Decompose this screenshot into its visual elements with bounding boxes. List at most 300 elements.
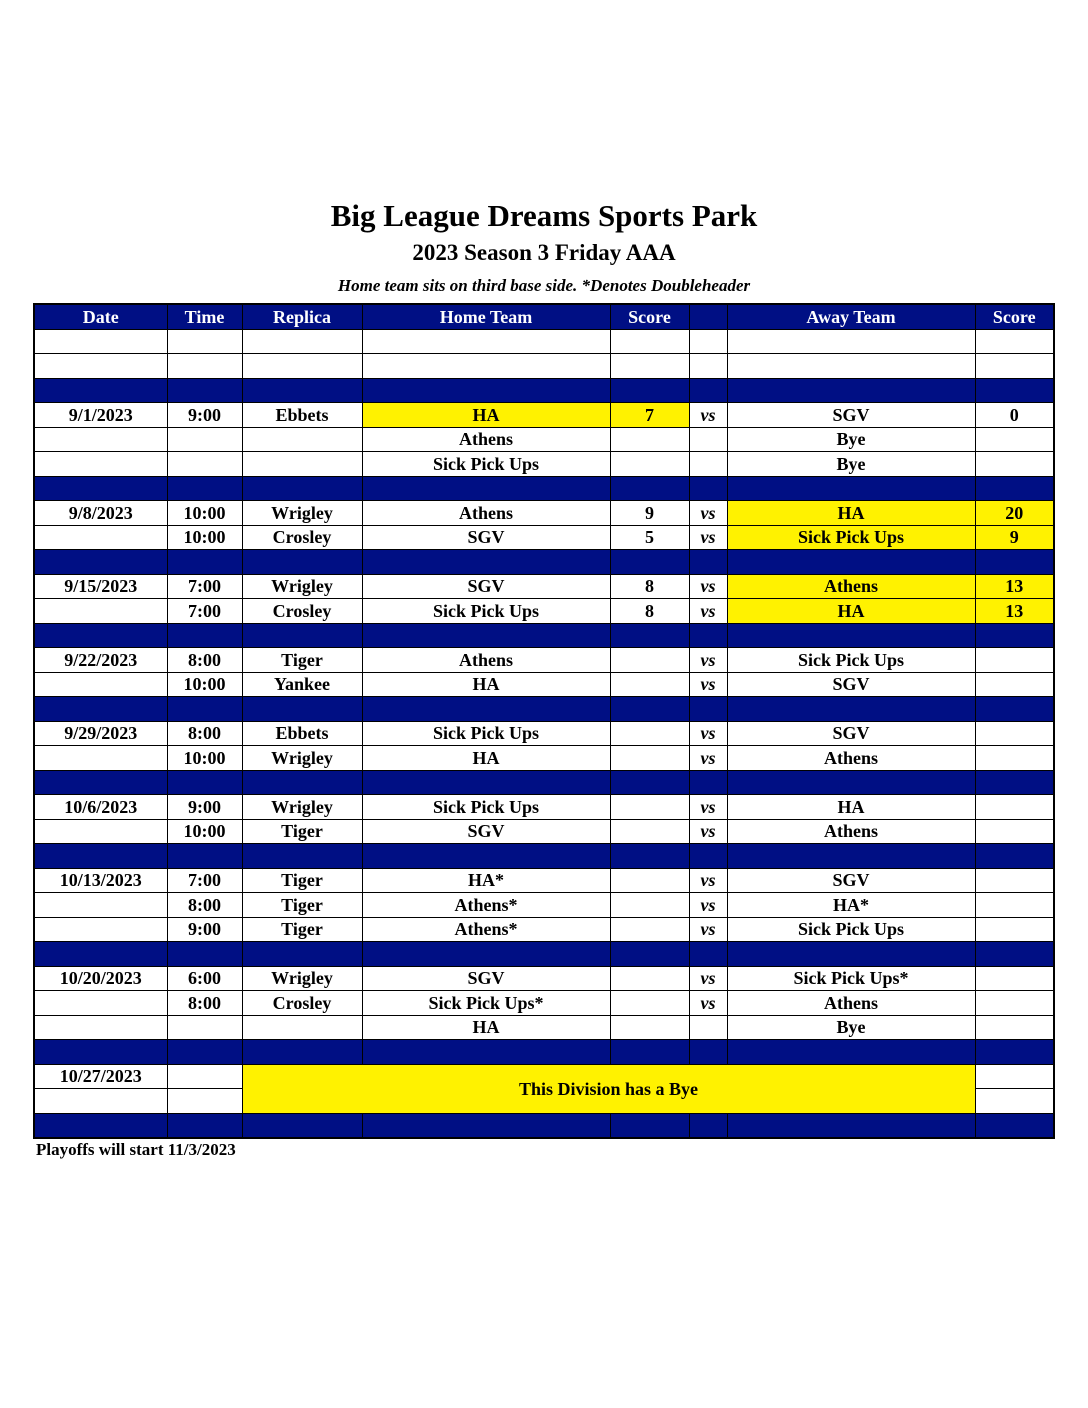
away-score-cell <box>975 991 1054 1016</box>
vs-cell: vs <box>689 574 727 599</box>
vs-cell: vs <box>689 525 727 550</box>
home-team-cell: SGV <box>362 574 610 599</box>
separator-cell <box>362 1040 610 1065</box>
away-team-cell: Bye <box>727 427 975 452</box>
separator-cell <box>727 1040 975 1065</box>
home-score-cell: 7 <box>610 403 689 428</box>
header-away-score: Score <box>975 304 1054 329</box>
separator-cell <box>242 942 362 967</box>
replica-cell: Yankee <box>242 672 362 697</box>
home-team-cell: SGV <box>362 966 610 991</box>
home-score-cell <box>610 868 689 893</box>
separator-row <box>34 378 1054 403</box>
game-row <box>34 966 1054 991</box>
separator-cell <box>167 844 242 869</box>
away-team-cell: Sick Pick Ups* <box>727 966 975 991</box>
separator-cell <box>610 550 689 575</box>
away-score-cell <box>975 966 1054 991</box>
bye-week-row <box>34 1064 1054 1089</box>
home-team-cell: Athens <box>362 427 610 452</box>
home-team-cell: Athens <box>362 501 610 526</box>
empty-cell <box>975 354 1054 379</box>
separator-cell <box>34 1040 167 1065</box>
separator-cell <box>610 1040 689 1065</box>
replica-cell: Tiger <box>242 893 362 918</box>
empty-cell <box>167 354 242 379</box>
vs-cell: vs <box>689 648 727 673</box>
separator-cell <box>167 770 242 795</box>
vs-cell: vs <box>689 991 727 1016</box>
separator-cell <box>689 1113 727 1138</box>
separator-row <box>34 623 1054 648</box>
date-cell: 9/29/2023 <box>34 721 167 746</box>
home-score-cell <box>610 721 689 746</box>
separator-cell <box>975 1040 1054 1065</box>
separator-cell <box>975 1113 1054 1138</box>
header-away-team: Away Team <box>727 304 975 329</box>
replica-cell <box>242 427 362 452</box>
game-row <box>34 648 1054 673</box>
header-home-team: Home Team <box>362 304 610 329</box>
game-row <box>34 1015 1054 1040</box>
away-team-cell: Athens <box>727 819 975 844</box>
separator-cell <box>362 1113 610 1138</box>
separator-row <box>34 697 1054 722</box>
home-team-cell: HA <box>362 672 610 697</box>
empty-cell <box>34 329 167 354</box>
game-row <box>34 599 1054 624</box>
separator-row <box>34 770 1054 795</box>
separator-cell <box>362 378 610 403</box>
game-row <box>34 795 1054 820</box>
separator-cell <box>727 623 975 648</box>
date-cell: 9/15/2023 <box>34 574 167 599</box>
date-cell <box>34 672 167 697</box>
away-score-cell <box>975 917 1054 942</box>
separator-cell <box>727 476 975 501</box>
away-team-cell: Bye <box>727 1015 975 1040</box>
replica-cell <box>242 1015 362 1040</box>
empty-cell <box>167 329 242 354</box>
empty-cell <box>610 329 689 354</box>
time-cell <box>167 427 242 452</box>
separator-cell <box>242 770 362 795</box>
vs-cell: vs <box>689 746 727 771</box>
home-score-cell <box>610 427 689 452</box>
home-score-cell <box>610 648 689 673</box>
away-team-cell: SGV <box>727 403 975 428</box>
game-row <box>34 746 1054 771</box>
empty-cell <box>689 329 727 354</box>
separator-cell <box>242 550 362 575</box>
home-score-cell <box>610 819 689 844</box>
separator-cell <box>34 697 167 722</box>
away-score-cell <box>975 452 1054 477</box>
schedule-table <box>33 303 1055 1139</box>
date-cell <box>34 452 167 477</box>
time-cell: 10:00 <box>167 672 242 697</box>
separator-row <box>34 550 1054 575</box>
separator-cell <box>610 942 689 967</box>
game-row <box>34 574 1054 599</box>
separator-cell <box>975 550 1054 575</box>
game-row <box>34 917 1054 942</box>
away-team-cell: SGV <box>727 721 975 746</box>
home-team-cell: SGV <box>362 525 610 550</box>
replica-cell: Crosley <box>242 599 362 624</box>
date-cell <box>34 917 167 942</box>
home-team-cell: HA <box>362 1015 610 1040</box>
empty-cell <box>34 1089 167 1114</box>
time-cell: 9:00 <box>167 403 242 428</box>
separator-cell <box>727 942 975 967</box>
separator-cell <box>34 844 167 869</box>
away-team-cell: Athens <box>727 574 975 599</box>
date-cell <box>34 991 167 1016</box>
game-row <box>34 819 1054 844</box>
separator-cell <box>975 770 1054 795</box>
separator-cell <box>975 476 1054 501</box>
header-replica: Replica <box>242 304 362 329</box>
separator-cell <box>34 942 167 967</box>
away-score-cell <box>975 868 1054 893</box>
home-team-cell: HA <box>362 746 610 771</box>
separator-cell <box>34 476 167 501</box>
separator-cell <box>242 697 362 722</box>
game-row <box>34 868 1054 893</box>
time-cell: 8:00 <box>167 721 242 746</box>
home-score-cell: 5 <box>610 525 689 550</box>
away-score-cell <box>975 746 1054 771</box>
page-subtitle: 2023 Season 3 Friday AAA <box>412 240 676 265</box>
separator-cell <box>689 844 727 869</box>
replica-cell: Crosley <box>242 991 362 1016</box>
separator-cell <box>242 844 362 869</box>
replica-cell: Tiger <box>242 868 362 893</box>
separator-cell <box>167 623 242 648</box>
game-row <box>34 991 1054 1016</box>
separator-row <box>34 1040 1054 1065</box>
separator-cell <box>689 770 727 795</box>
away-team-cell: Athens <box>727 746 975 771</box>
away-team-cell: HA <box>727 599 975 624</box>
away-team-cell: HA* <box>727 893 975 918</box>
separator-cell <box>727 844 975 869</box>
away-score-cell <box>975 819 1054 844</box>
replica-cell: Wrigley <box>242 746 362 771</box>
empty-cell <box>975 329 1054 354</box>
header-time: Time <box>167 304 242 329</box>
empty-cell <box>362 329 610 354</box>
schedule-body <box>34 304 1054 1138</box>
separator-row <box>34 1113 1054 1138</box>
vs-cell: vs <box>689 599 727 624</box>
separator-cell <box>167 476 242 501</box>
date-cell <box>34 525 167 550</box>
home-score-cell: 9 <box>610 501 689 526</box>
home-score-cell <box>610 795 689 820</box>
vs-cell <box>689 452 727 477</box>
home-team-cell: Athens <box>362 648 610 673</box>
home-score-cell <box>610 452 689 477</box>
replica-cell: Tiger <box>242 819 362 844</box>
away-score-cell <box>975 648 1054 673</box>
home-team-cell: HA <box>362 403 610 428</box>
time-cell: 10:00 <box>167 501 242 526</box>
home-team-cell: Athens* <box>362 893 610 918</box>
empty-cell <box>242 329 362 354</box>
vs-cell: vs <box>689 721 727 746</box>
vs-cell: vs <box>689 403 727 428</box>
separator-cell <box>689 378 727 403</box>
separator-cell <box>727 378 975 403</box>
division-bye-notice: This Division has a Bye <box>242 1064 975 1113</box>
home-score-cell <box>610 746 689 771</box>
vs-cell: vs <box>689 966 727 991</box>
separator-cell <box>34 770 167 795</box>
separator-cell <box>975 844 1054 869</box>
away-team-cell: Sick Pick Ups <box>727 525 975 550</box>
separator-cell <box>242 623 362 648</box>
separator-cell <box>610 623 689 648</box>
separator-cell <box>167 1040 242 1065</box>
separator-cell <box>362 550 610 575</box>
away-score-cell: 0 <box>975 403 1054 428</box>
time-cell <box>167 452 242 477</box>
separator-cell <box>34 1113 167 1138</box>
separator-cell <box>362 942 610 967</box>
date-cell: 10/13/2023 <box>34 868 167 893</box>
vs-cell: vs <box>689 893 727 918</box>
date-cell <box>34 893 167 918</box>
replica-cell: Ebbets <box>242 403 362 428</box>
replica-cell: Wrigley <box>242 966 362 991</box>
home-score-cell <box>610 1015 689 1040</box>
home-score-cell <box>610 893 689 918</box>
separator-cell <box>727 770 975 795</box>
separator-cell <box>167 378 242 403</box>
time-cell: 7:00 <box>167 574 242 599</box>
separator-cell <box>610 476 689 501</box>
vs-cell: vs <box>689 672 727 697</box>
separator-cell <box>242 378 362 403</box>
empty-cell <box>610 354 689 379</box>
date-cell: 9/22/2023 <box>34 648 167 673</box>
empty-cell <box>727 354 975 379</box>
away-team-cell: SGV <box>727 672 975 697</box>
separator-cell <box>362 476 610 501</box>
date-cell <box>34 427 167 452</box>
empty-cell <box>242 354 362 379</box>
home-score-cell: 8 <box>610 599 689 624</box>
separator-row <box>34 844 1054 869</box>
empty-cell <box>167 1064 242 1089</box>
separator-cell <box>242 476 362 501</box>
date-cell: 10/6/2023 <box>34 795 167 820</box>
header-date: Date <box>34 304 167 329</box>
replica-cell <box>242 452 362 477</box>
vs-cell: vs <box>689 868 727 893</box>
game-row <box>34 672 1054 697</box>
home-team-cell: SGV <box>362 819 610 844</box>
away-team-cell: HA <box>727 501 975 526</box>
home-team-cell: Sick Pick Ups <box>362 795 610 820</box>
separator-row <box>34 942 1054 967</box>
separator-cell <box>610 378 689 403</box>
replica-cell: Wrigley <box>242 574 362 599</box>
away-score-cell <box>975 795 1054 820</box>
vs-cell <box>689 427 727 452</box>
time-cell: 8:00 <box>167 648 242 673</box>
empty-cell <box>167 1089 242 1114</box>
separator-cell <box>34 623 167 648</box>
date-cell: 9/1/2023 <box>34 403 167 428</box>
empty-cell <box>362 354 610 379</box>
replica-cell: Ebbets <box>242 721 362 746</box>
separator-cell <box>167 697 242 722</box>
time-cell: 10:00 <box>167 819 242 844</box>
away-team-cell: Bye <box>727 452 975 477</box>
away-score-cell <box>975 672 1054 697</box>
separator-cell <box>975 623 1054 648</box>
separator-cell <box>34 378 167 403</box>
vs-cell: vs <box>689 819 727 844</box>
home-team-cell: Sick Pick Ups <box>362 452 610 477</box>
separator-cell <box>167 550 242 575</box>
empty-cell <box>975 1064 1054 1089</box>
game-row <box>34 893 1054 918</box>
time-cell: 7:00 <box>167 868 242 893</box>
game-row <box>34 452 1054 477</box>
date-cell: 10/27/2023 <box>34 1064 167 1089</box>
separator-cell <box>242 1040 362 1065</box>
separator-cell <box>727 550 975 575</box>
separator-cell <box>167 1113 242 1138</box>
date-cell <box>34 1015 167 1040</box>
vs-cell: vs <box>689 795 727 820</box>
separator-cell <box>610 697 689 722</box>
home-score-cell <box>610 917 689 942</box>
separator-cell <box>610 770 689 795</box>
time-cell: 10:00 <box>167 525 242 550</box>
away-score-cell: 13 <box>975 599 1054 624</box>
game-row <box>34 403 1054 428</box>
time-cell: 7:00 <box>167 599 242 624</box>
time-cell: 9:00 <box>167 917 242 942</box>
game-row <box>34 525 1054 550</box>
separator-cell <box>689 942 727 967</box>
replica-cell: Wrigley <box>242 795 362 820</box>
separator-cell <box>975 697 1054 722</box>
vs-cell: vs <box>689 501 727 526</box>
separator-row <box>34 476 1054 501</box>
separator-cell <box>610 844 689 869</box>
away-score-cell: 13 <box>975 574 1054 599</box>
replica-cell: Tiger <box>242 917 362 942</box>
separator-cell <box>689 476 727 501</box>
away-team-cell: HA <box>727 795 975 820</box>
vs-cell <box>689 1015 727 1040</box>
away-score-cell <box>975 1015 1054 1040</box>
separator-cell <box>362 844 610 869</box>
replica-cell: Tiger <box>242 648 362 673</box>
date-cell <box>34 819 167 844</box>
separator-cell <box>167 942 242 967</box>
away-score-cell: 9 <box>975 525 1054 550</box>
away-team-cell: SGV <box>727 868 975 893</box>
home-team-cell: HA* <box>362 868 610 893</box>
header-home-score: Score <box>610 304 689 329</box>
game-row <box>34 721 1054 746</box>
separator-cell <box>362 770 610 795</box>
home-score-cell <box>610 672 689 697</box>
separator-cell <box>975 378 1054 403</box>
home-team-cell: Sick Pick Ups <box>362 721 610 746</box>
home-team-cell: Athens* <box>362 917 610 942</box>
empty-cell <box>975 1089 1054 1114</box>
empty-cell <box>34 354 167 379</box>
replica-cell: Crosley <box>242 525 362 550</box>
home-score-cell: 8 <box>610 574 689 599</box>
date-cell <box>34 746 167 771</box>
time-cell: 6:00 <box>167 966 242 991</box>
home-score-cell <box>610 966 689 991</box>
time-cell: 8:00 <box>167 893 242 918</box>
home-score-cell <box>610 991 689 1016</box>
date-cell <box>34 599 167 624</box>
separator-cell <box>689 1040 727 1065</box>
separator-cell <box>689 623 727 648</box>
away-team-cell: Sick Pick Ups <box>727 648 975 673</box>
date-cell: 9/8/2023 <box>34 501 167 526</box>
away-score-cell <box>975 721 1054 746</box>
game-row <box>34 427 1054 452</box>
time-cell: 9:00 <box>167 795 242 820</box>
replica-cell: Wrigley <box>242 501 362 526</box>
separator-cell <box>362 623 610 648</box>
game-row <box>34 501 1054 526</box>
separator-cell <box>689 697 727 722</box>
away-team-cell: Athens <box>727 991 975 1016</box>
away-score-cell: 20 <box>975 501 1054 526</box>
home-team-cell: Sick Pick Ups <box>362 599 610 624</box>
time-cell: 10:00 <box>167 746 242 771</box>
separator-cell <box>610 1113 689 1138</box>
header-row <box>34 304 1054 329</box>
separator-cell <box>242 1113 362 1138</box>
time-cell: 8:00 <box>167 991 242 1016</box>
empty-row <box>34 354 1054 379</box>
separator-cell <box>34 550 167 575</box>
separator-cell <box>727 1113 975 1138</box>
away-score-cell <box>975 427 1054 452</box>
separator-cell <box>689 550 727 575</box>
vs-cell: vs <box>689 917 727 942</box>
empty-row <box>34 329 1054 354</box>
schedule-note: Home team sits on third base side. *Denotes Doubleheader <box>337 276 751 295</box>
page-title: Big League Dreams Sports Park <box>330 198 758 233</box>
away-team-cell: Sick Pick Ups <box>727 917 975 942</box>
separator-cell <box>362 697 610 722</box>
footer-note: Playoffs will start 11/3/2023 <box>36 1140 236 1159</box>
separator-cell <box>727 697 975 722</box>
header-vs <box>689 304 727 329</box>
empty-cell <box>689 354 727 379</box>
separator-cell <box>975 942 1054 967</box>
time-cell <box>167 1015 242 1040</box>
empty-cell <box>727 329 975 354</box>
date-cell: 10/20/2023 <box>34 966 167 991</box>
